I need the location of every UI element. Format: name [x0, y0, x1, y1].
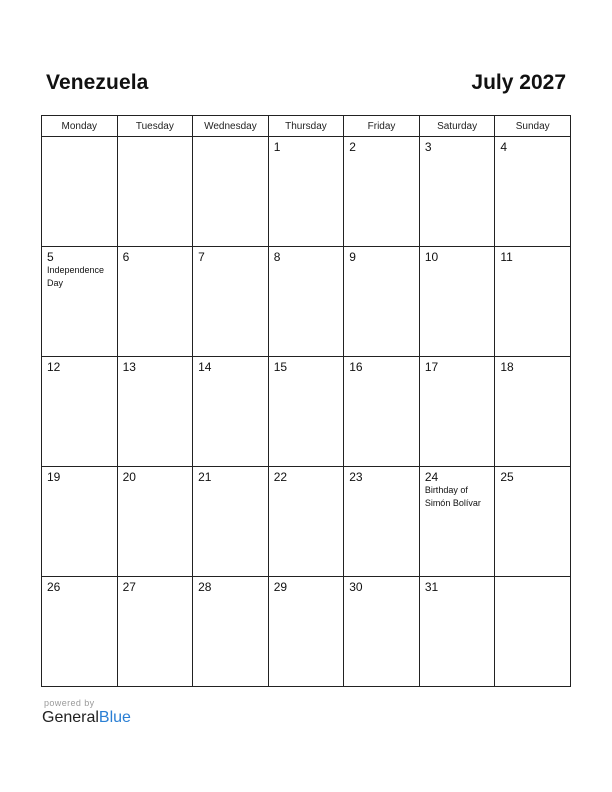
- day-number: 5: [47, 250, 54, 264]
- day-number: 25: [500, 470, 514, 484]
- holiday-label: Independence Day: [47, 265, 105, 288]
- weekday-header: Thursday: [268, 116, 344, 137]
- day-number: 21: [198, 470, 212, 484]
- generalblue-logo[interactable]: [42, 709, 131, 727]
- week-row: [42, 137, 571, 247]
- weekday-header: Saturday: [419, 116, 495, 137]
- day-cell: [42, 137, 118, 247]
- day-cell: [193, 467, 269, 577]
- week-row: [42, 577, 571, 687]
- week-row: [42, 467, 571, 577]
- day-number: 24: [424, 470, 439, 484]
- weekday-header: Wednesday: [193, 116, 269, 137]
- holiday-label: Birthday of Simón Bolívar: [424, 485, 481, 508]
- day-cell: [268, 577, 344, 687]
- day-cell: [419, 577, 495, 687]
- day-number: 16: [349, 360, 363, 374]
- calendar-month-title: July 2027: [471, 71, 566, 94]
- day-cell: [193, 577, 269, 687]
- day-cell: [344, 247, 420, 357]
- day-cell: [268, 137, 344, 247]
- day-number: 19: [47, 470, 61, 484]
- day-number: [495, 577, 570, 580]
- weekday-header: Monday: [42, 116, 118, 137]
- weekday-header: Tuesday: [117, 116, 193, 137]
- day-cell: [268, 357, 344, 467]
- day-cell: [419, 247, 495, 357]
- day-number: 12: [47, 360, 61, 374]
- day-cell: [193, 137, 269, 247]
- day-cell: [117, 247, 193, 357]
- week-row: [42, 247, 571, 357]
- day-cell: [117, 577, 193, 687]
- day-number: 31: [424, 580, 439, 594]
- day-cell: [344, 577, 420, 687]
- weekday-header: Friday: [344, 116, 420, 137]
- day-cell: [344, 357, 420, 467]
- calendar-country-title: Venezuela: [46, 71, 149, 94]
- day-number: 3: [424, 140, 432, 154]
- day-cell: [42, 467, 118, 577]
- day-number: 7: [198, 250, 205, 264]
- day-cell: [117, 357, 193, 467]
- logo-text-general: General: [42, 709, 99, 726]
- day-cell: [495, 577, 571, 687]
- day-cell: [42, 357, 118, 467]
- day-number: 20: [122, 470, 136, 484]
- day-number: 17: [424, 360, 439, 374]
- day-cell: [193, 357, 269, 467]
- day-number: 13: [122, 360, 136, 374]
- day-number: 30: [349, 580, 363, 594]
- day-cell: [268, 247, 344, 357]
- day-number: 23: [349, 470, 363, 484]
- day-cell: [42, 577, 118, 687]
- calendar-grid: [41, 115, 571, 687]
- day-cell: [495, 467, 571, 577]
- day-number: [42, 137, 117, 140]
- day-cell: [419, 467, 495, 577]
- day-cell: [117, 137, 193, 247]
- day-number: 6: [122, 250, 130, 264]
- powered-by-text: powered by: [44, 698, 95, 708]
- day-number: 9: [349, 250, 356, 264]
- day-number: 18: [500, 360, 514, 374]
- week-row: [42, 357, 571, 467]
- day-number: 29: [273, 580, 288, 594]
- day-number: 15: [273, 360, 288, 374]
- day-number: 2: [349, 140, 356, 154]
- day-cell: [495, 247, 571, 357]
- day-cell: [268, 467, 344, 577]
- logo-text-blue: Blue: [98, 709, 131, 726]
- day-cell: [495, 137, 571, 247]
- day-number: 27: [122, 580, 136, 594]
- day-number: 22: [273, 470, 288, 484]
- day-cell: [495, 357, 571, 467]
- day-number: 8: [273, 250, 281, 264]
- day-cell: [344, 467, 420, 577]
- day-cell: [117, 467, 193, 577]
- day-number: 4: [500, 140, 508, 154]
- day-number: 14: [198, 360, 212, 374]
- day-number: 11: [500, 250, 513, 264]
- day-number: [118, 137, 193, 140]
- day-number: [193, 137, 268, 140]
- day-cell: [42, 247, 118, 357]
- day-cell: [193, 247, 269, 357]
- day-number: 28: [198, 580, 212, 594]
- weekday-header-row: [42, 116, 571, 137]
- day-number: 1: [273, 140, 281, 154]
- day-cell: [419, 357, 495, 467]
- day-cell: [344, 137, 420, 247]
- day-cell: [419, 137, 495, 247]
- weekday-header: Sunday: [495, 116, 571, 137]
- day-number: 26: [47, 580, 61, 594]
- day-number: 10: [424, 250, 439, 264]
